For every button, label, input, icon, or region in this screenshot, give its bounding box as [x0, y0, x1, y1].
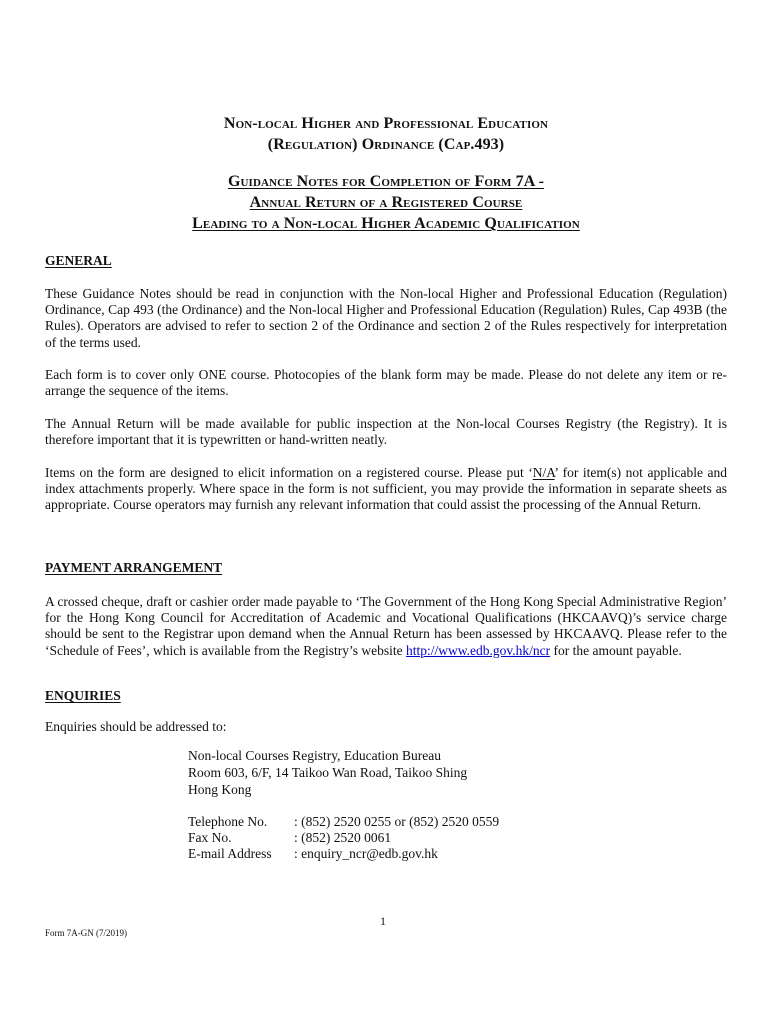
registry-website-link[interactable]: http://www.edb.gov.hk/ncr	[406, 642, 551, 658]
payment-text-end: for the amount payable.	[550, 642, 682, 658]
contact-row-email	[188, 846, 499, 862]
telephone-label: Telephone No.	[188, 814, 268, 829]
title-line-5: Leading to a Non-local Higher Academic Qualification	[192, 215, 580, 232]
contact-row-telephone	[188, 814, 499, 830]
email-label: E-mail Address	[188, 846, 272, 861]
registry-address	[188, 747, 467, 798]
general-paragraph-4	[45, 465, 727, 514]
title-line-4: Annual Return of a Registered Course	[249, 194, 523, 211]
general-heading: GENERAL	[45, 253, 112, 268]
contact-row-fax	[188, 830, 499, 846]
general-p4-end: ’ for item(s) not applicable and index attachments properly. Where space in the form is not sufficient, you may provide the information in separate sheets as appropriate. Course operators may furnish any relevant information that could assist the processing of the Annual Return.	[45, 465, 727, 513]
document-title	[45, 113, 727, 234]
na-marker: N/A	[532, 465, 555, 480]
fax-value: : (852) 2520 0061	[294, 830, 392, 845]
form-code: Form 7A-GN (7/2019)	[45, 928, 127, 938]
address-line: Non-local Courses Registry, Education Bureau	[188, 748, 441, 763]
telephone-value: : (852) 2520 0255 or (852) 2520 0559	[294, 814, 500, 829]
enquiries-intro: Enquiries should be addressed to:	[45, 719, 227, 734]
fax-label: Fax No.	[188, 830, 232, 845]
contact-details	[188, 814, 499, 862]
payment-heading: PAYMENT ARRANGEMENT	[45, 560, 223, 575]
page-number: 1	[380, 914, 386, 928]
general-paragraph-1: These Guidance Notes should be read in conjunction with the Non-local Higher and Professional Education (Regulation) Ordinance, Cap 493 (the Ordinance) and the Non-local Higher and Professional Education (Regulation) Rules, Cap 493B (the Rules). Operators are advised to refer to section 2 of the Ordinance and section 2 of the Rules respectively for interpretation of the terms used.	[45, 286, 727, 350]
email-value: : enquiry_ncr@edb.gov.hk	[294, 846, 438, 861]
enquiries-heading: ENQUIRIES	[45, 688, 121, 703]
payment-paragraph	[45, 594, 727, 659]
address-line: Room 603, 6/F, 14 Taikoo Wan Road, Taikoo Shing	[188, 765, 468, 780]
title-line-1: Non-local Higher and Professional Education	[223, 115, 549, 132]
general-p4-start: Items on the form are designed to elicit information on a registered course. Please put ‘	[45, 465, 533, 480]
payment-text: A crossed cheque, draft or cashier order made payable to ‘The Government of the Hong Kong Special Administrative Region’ for the Hong Kong Council for Accreditation of Academic and Vocational Qualifications (HKCAAVQ)’s service charge should be sent to the Registrar upon demand when the Annual Return has been assessed by HKCAAVQ. Please refer to the ‘Schedule of Fees’, which is available from the Registry’s website	[45, 594, 727, 658]
title-line-2: (Regulation) Ordinance (Cap.493)	[267, 136, 505, 153]
document-page	[45, 0, 727, 1024]
address-line: Hong Kong	[188, 782, 252, 797]
title-line-3: Guidance Notes for Completion of Form 7A -	[227, 173, 545, 190]
general-paragraph-3: The Annual Return will be made available for public inspection at the Non-local Courses Registry (the Registry). It is therefore important that it is typewritten or hand-written neatly.	[45, 416, 727, 448]
general-paragraph-2: Each form is to cover only ONE course. Photocopies of the blank form may be made. Please do not delete any item or re-arrange the sequence of the items.	[45, 367, 727, 399]
